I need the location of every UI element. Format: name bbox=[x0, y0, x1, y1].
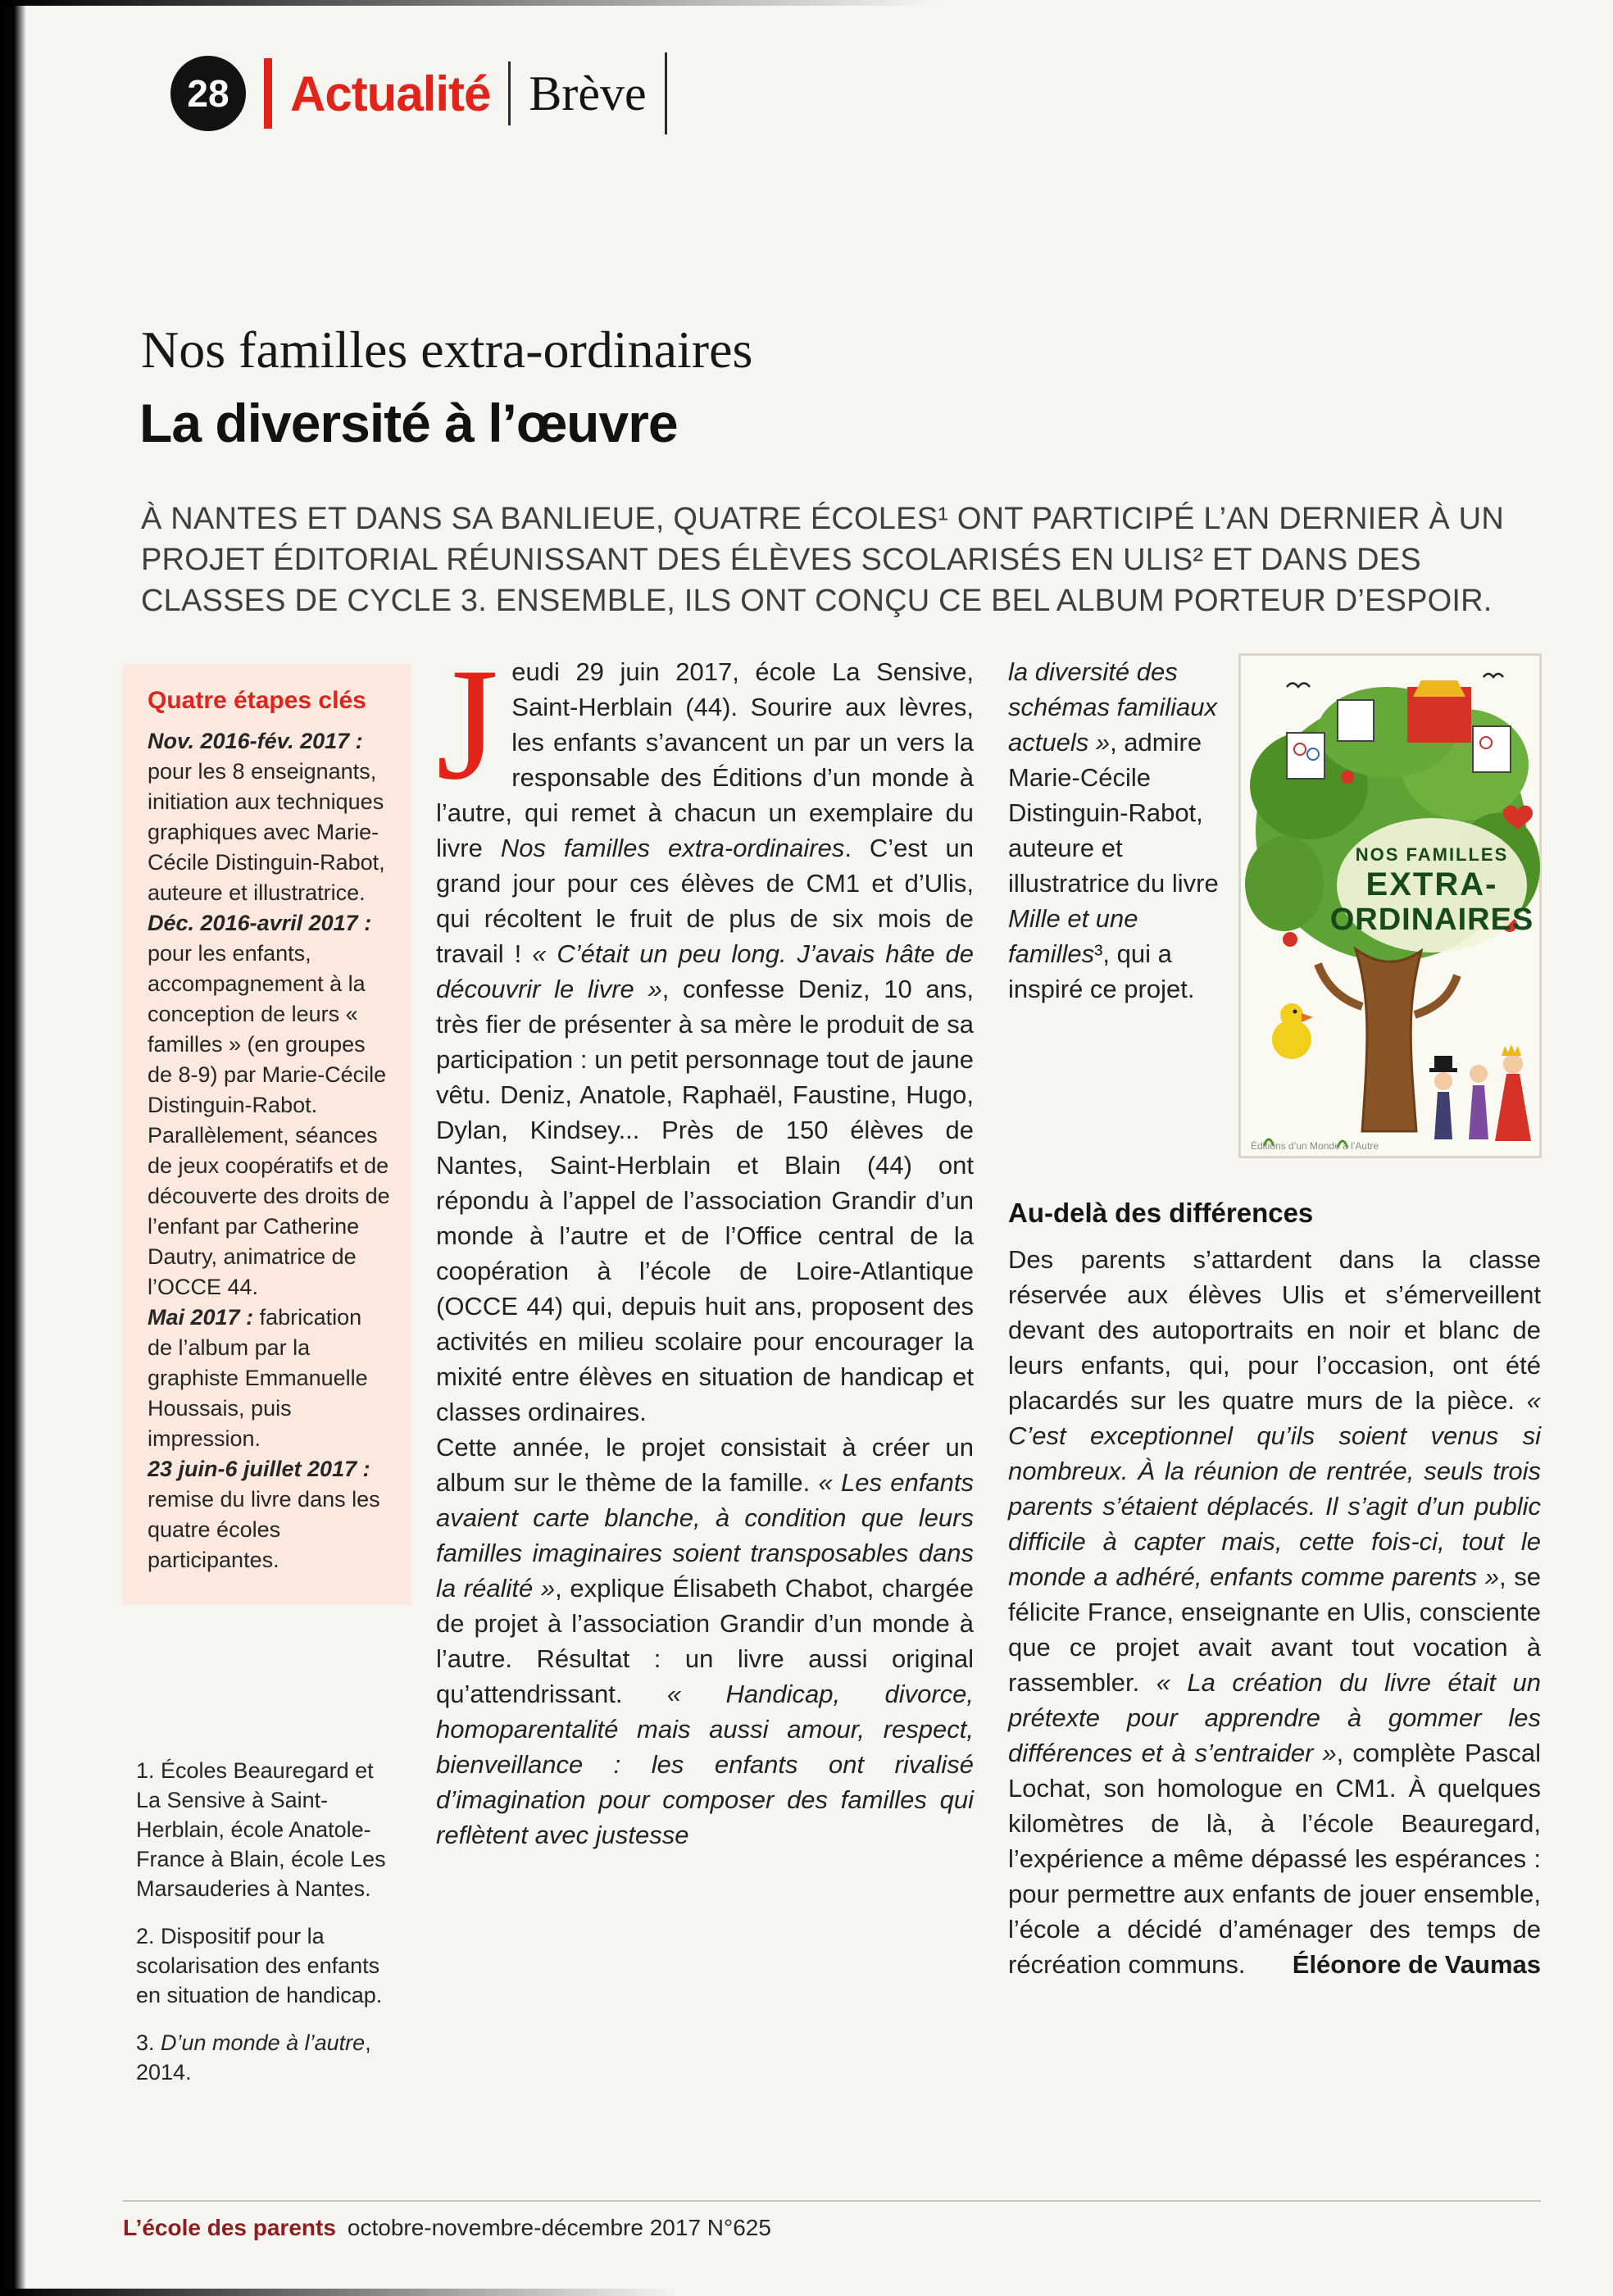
page-number: 28 bbox=[187, 72, 229, 115]
red-divider-bar bbox=[264, 58, 272, 129]
article-paragraph: Des parents s’attardent dans la classe réservée aux élèves Ulis et s’émerveillent devant des autoportraits en noir et blanc de leurs enfants, qui, pour l’occasion, ont été placardés sur les quatre murs de la pièce. « C’est exceptionnel qu’ils soient venus si nombreux. À la réunion de rentrée, seuls trois parents s’étaient déplacés. Il s’agit d’un public difficile à capter mais, cette fois-ci, tout le monde a adhéré, enfants comme parents », se félicite France, enseignante en Ulis, consciente que ce projet avait avant tout vocation à rassembler. « La création du livre était un prétexte pour apprendre à gommer les différences et à s’entraider », complète Pascal Lochat, son homologue en CM1. À quelques kilomètres de là, à l’école Beauregard, l’expérience a même dépassé les espérances : pour permettre aux enfants de jouer ensemble, l’école a décidé d’aménager des temps de récréation communs. bbox=[1008, 1245, 1541, 1979]
footnote: 2. Dispositif pour la scolarisation des enfants en situation de handicap. bbox=[136, 1924, 383, 2007]
dropcap: J bbox=[436, 635, 499, 813]
rubric-label: Brève bbox=[529, 66, 647, 120]
page-number-badge bbox=[170, 56, 246, 131]
article-lede: À NANTES ET DANS SA BANLIEUE, QUATRE ÉCOLES¹ ONT PARTICIPÉ L’AN DERNIER À UN PROJET ÉDITORIAL RÉUNISSANT DES ÉLÈVES SCOLARISÉS EN ULIS² ET DANS DES CLASSES DE CYCLE 3. ENSEMBLE, ILS ONT CONÇU CE BEL ALBUM PORTEUR D’ESPOIR. bbox=[141, 502, 1504, 618]
page-footer bbox=[123, 2200, 1541, 2241]
subheading: Au-delà des différences bbox=[1008, 1198, 1314, 1228]
castle-icon bbox=[1407, 680, 1471, 743]
article-paragraph: la diversité des schémas familiaux actuels », admire Marie-Cécile Distinguin-Rabot, auteure et illustratrice du livre Mille et une familles³, qui a inspiré ce projet. bbox=[1008, 657, 1219, 1003]
intro-row bbox=[1008, 654, 1541, 1157]
byline: Éléonore de Vaumas bbox=[1292, 1950, 1541, 1979]
issue-info: octobre-novembre-décembre 2017 N°625 bbox=[347, 2215, 771, 2240]
sidebar-step: Mai 2017 : fabrication de l’album par la graphiste Emmanuelle Houssais, puis impression. bbox=[148, 1305, 368, 1451]
article-title: La diversité à l’œuvre bbox=[139, 393, 678, 453]
cover-title-line1: EXTRA- bbox=[1365, 866, 1498, 902]
cover-title-small: NOS FAMILLES bbox=[1355, 844, 1509, 865]
scan-edge-left bbox=[0, 0, 26, 2296]
magazine-name: L’école des parents bbox=[123, 2215, 336, 2240]
page-header bbox=[170, 52, 667, 134]
publisher-text: Éditions d’un Monde à l’Autre bbox=[1251, 1140, 1379, 1152]
sidebar-step: Déc. 2016-avril 2017 : pour les enfants, accompagnement à la conception de leurs « familles » (en groupes de 8-9) par Marie-Cécile Distinguin-Rabot. Parallèlement, séances de jeux coopératifs et de découverte des droits de l’enfant par Catherine Dautry, animatrice de l’OCCE 44. bbox=[148, 911, 390, 1299]
sidebar-step: Nov. 2016-fév. 2017 : pour les 8 enseignants, initiation aux techniques graphiques avec Marie-Cécile Distinguin-Rabot, auteure et illustratrice. bbox=[148, 729, 385, 905]
paragraph-text: eudi 29 juin 2017, école La Sensive, Saint-Herblain (44). Sourire aux lèvres, les enfants s’avancent un par un vers la responsable des Éditions d’un monde à l’autre, qui remet à chacun un exemplaire du livre Nos familles extra-ordinaires. C’est un grand jour pour ces élèves de CM1 et d’Ulis, qui récoltent le fruit de plus de six mois de travail ! « C’était un peu long. J’avais hâte de découvrir le livre », confesse Deniz, 10 ans, très fier de présenter à sa mère le produit de sa participation : un petit personnage tout de jaune vêtu. Deniz, Anatole, Raphaël, Faustine, Hugo, Dylan, Kindsey... Près de 150 élèves de Nantes, Saint-Herblain et Blain (44) ont répondu à l’appel de l’association Grandir d’un monde à l’autre et de l’Office central de la coopération à l’école de Loire-Atlantique (OCCE 44) qui, depuis huit ans, proposent des activités en milieu scolaire pour encourager la mixité entre élèves en situation de handicap et classes ordinaires. bbox=[436, 657, 974, 1426]
scan-edge-bottom bbox=[0, 2289, 678, 2296]
sidebar-title: Quatre étapes clés bbox=[148, 687, 366, 714]
divider-line bbox=[665, 52, 667, 134]
article-kicker: Nos familles extra-ordinaires bbox=[141, 321, 753, 379]
book-cover bbox=[1239, 654, 1541, 1157]
footnote: 1. Écoles Beauregard et La Sensive à Saint-Herblain, école Anatole-France à Blain, école Les Marsauderies à Nantes. bbox=[136, 1758, 386, 1901]
book-cover-illustration bbox=[1239, 654, 1541, 1157]
footnotes bbox=[136, 1756, 392, 2105]
sidebar-box bbox=[123, 664, 411, 1605]
footnote: 3. D’un monde à l’autre, 2014. bbox=[136, 2030, 371, 2085]
sidebar-step: 23 juin-6 juillet 2017 : remise du livre dans les quatre écoles participantes. bbox=[148, 1457, 380, 1572]
scan-edge-top bbox=[0, 0, 935, 6]
divider-line bbox=[508, 61, 511, 125]
article-column-1 bbox=[436, 635, 975, 1853]
section-label: Actualité bbox=[290, 66, 491, 121]
article-column-2 bbox=[1008, 654, 1541, 1982]
article-paragraph bbox=[436, 635, 974, 1430]
cover-title-line2: ORDINAIRES bbox=[1329, 902, 1534, 937]
article-paragraph: Cette année, le projet consistait à créer un album sur le thème de la famille. « Les enfants avaient carte blanche, à condition que leurs familles imaginaires soient transposables dans la réalité », explique Élisabeth Chabot, chargée de projet à l’association Grandir d’un monde à l’autre. Résultat : un livre aussi original qu’attendrissant. « Handicap, divorce, homoparentalité mais aussi amour, respect, bienveillance : les enfants ont rivalisé d’imagination pour composer des familles qui reflètent avec justesse bbox=[436, 1433, 975, 1849]
